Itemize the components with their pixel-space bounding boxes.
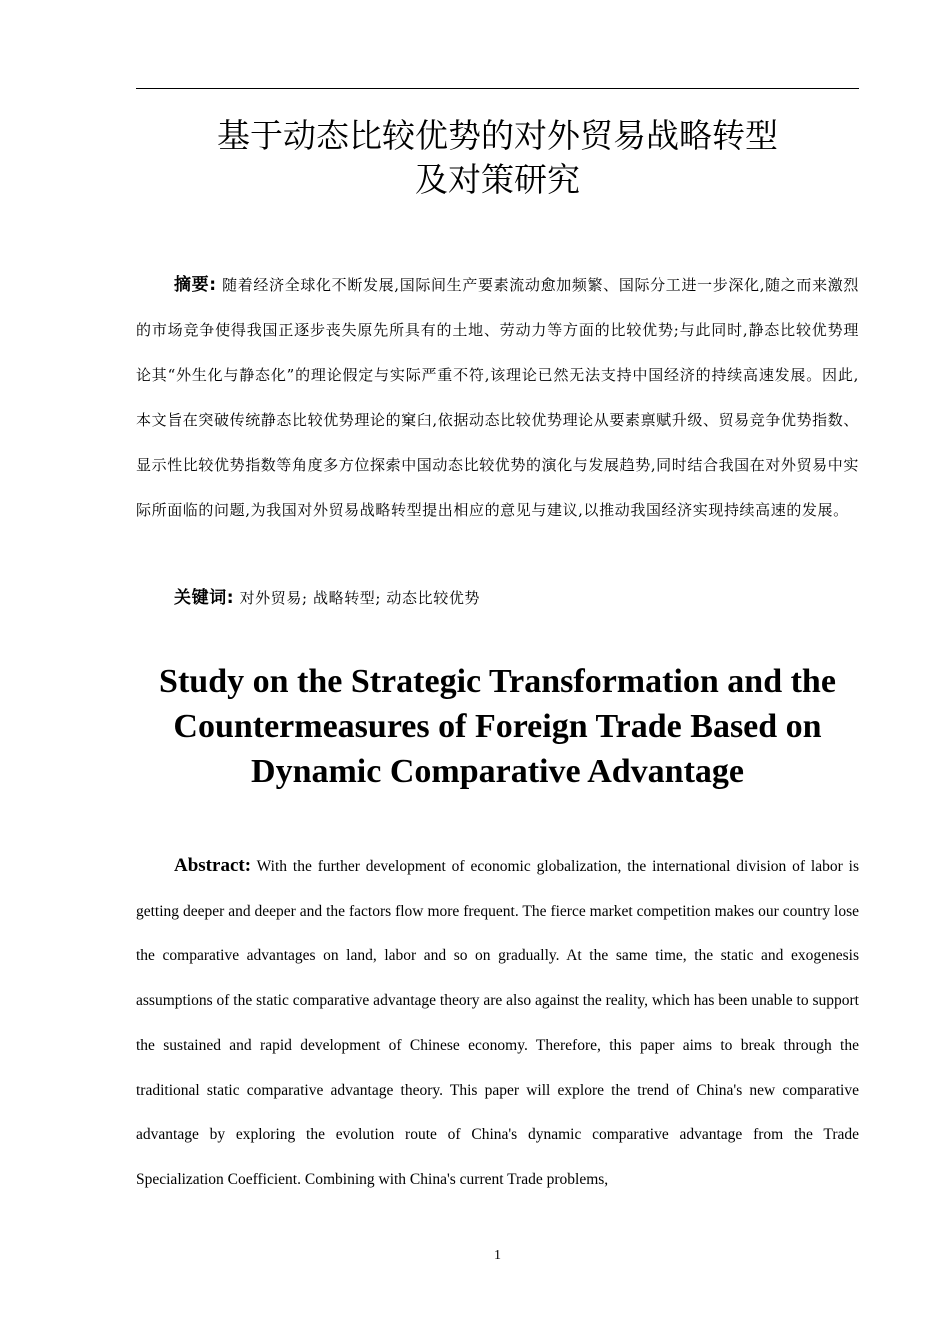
chinese-title bbox=[136, 114, 859, 202]
page-number: 1 bbox=[494, 1248, 501, 1263]
chinese-abstract-label: 摘要: bbox=[174, 275, 217, 295]
header-rule bbox=[136, 88, 859, 89]
chinese-keywords-label: 关键词: bbox=[174, 588, 235, 608]
english-abstract-text: With the further development of economic globalization, the international division of labor is getting deeper and deeper and the factors flow more frequent. The fierce market competition makes our country lose the comparative advantages on land, labor and so on gradually. At the same time, the static and exogenesis assumptions of the static comparative advantage theory are also against the reality, which has been unable to support the sustained and rapid development of Chinese economy. Therefore, this paper aims to break through the traditional static comparative advantage theory. This paper will explore the trend of China's new comparative advantage by exploring the evolution route of China's dynamic comparative advantage from the Trade Specialization Coefficient. Combining with China's current Trade problems, bbox=[136, 858, 859, 1188]
chinese-abstract-text: 随着经济全球化不断发展,国际间生产要素流动愈加频繁、国际分工进一步深化,随之而来激烈的市场竞争使得我国正逐步丧失原先所具有的土地、劳动力等方面的比较优势;与此同时,静态比较优势理论其“外生化与静态化”的理论假定与实际严重不符,该理论已然无法支持中国经济的持续高速发展。因此,本文旨在突破传统静态比较优势理论的窠臼,依据动态比较优势理论从要素禀赋升级、贸易竞争优势指数、显示性比较优势指数等角度多方位探索中国动态比较优势的演化与发展趋势,同时结合我国在对外贸易中实际所面临的问题,为我国对外贸易战略转型提出相应的意见与建议,以推动我国经济实现持续高速的发展。 bbox=[136, 276, 859, 519]
chinese-title-line-1: 基于动态比较优势的对外贸易战略转型 bbox=[217, 116, 778, 155]
chinese-title-line-2: 及对策研究 bbox=[415, 160, 580, 199]
english-title: Study on the Strategic Transformation and the Countermeasures of Foreign Trade Based on Dynamic Comparative Advantage bbox=[159, 663, 836, 790]
english-abstract bbox=[136, 844, 859, 1203]
chinese-keywords-text: 对外贸易; 战略转型; 动态比较优势 bbox=[239, 589, 481, 607]
chinese-keywords bbox=[174, 580, 859, 616]
english-abstract-label: Abstract: bbox=[174, 855, 252, 876]
chinese-abstract bbox=[136, 263, 859, 533]
